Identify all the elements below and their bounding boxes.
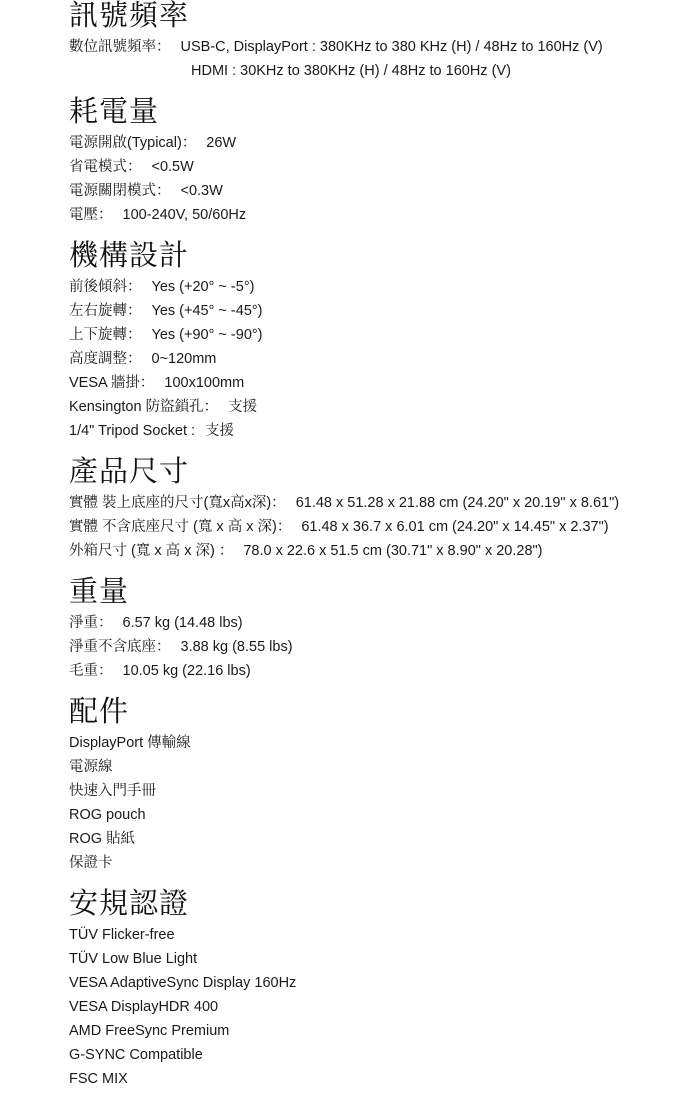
spec-label: 實體 裝上底座的尺寸(寬x高x深)：: [69, 495, 286, 511]
spec-label: 電源開啟(Typical)：: [69, 135, 197, 151]
spec-value: 支援: [205, 423, 235, 439]
spec-value: 10.05 kg (22.16 lbs): [122, 663, 251, 679]
list-item: VESA AdaptiveSync Display 160Hz: [69, 975, 297, 991]
list-item: TÜV Flicker-free: [69, 927, 175, 943]
spec-page: [69, 0, 689, 1091]
section-title-mechanical: 機構設計: [69, 238, 190, 272]
spec-row: [69, 275, 689, 299]
spec-value: 61.48 x 36.7 x 6.01 cm (24.20" x 14.45" x 2.37"): [301, 519, 609, 535]
spec-label: 1/4" Tripod Socket :: [69, 423, 196, 439]
section-certifications: [69, 886, 689, 1091]
spec-value: 0~120mm: [151, 351, 217, 367]
list-item: 保證卡: [69, 855, 113, 871]
spec-value: HDMI : 30KHz to 380KHz (H) / 48Hz to 160Hz (V): [191, 63, 511, 79]
list-item: ROG pouch: [69, 807, 146, 823]
spec-value: <0.5W: [151, 159, 194, 175]
spec-row: [69, 419, 689, 443]
list-item: AMD FreeSync Premium: [69, 1023, 230, 1039]
spec-label: 上下旋轉：: [69, 327, 142, 343]
list-item: VESA DisplayHDR 400: [69, 999, 219, 1015]
spec-label: 數位訊號頻率：: [69, 39, 171, 55]
spec-value: <0.3W: [180, 183, 223, 199]
spec-row: [69, 203, 689, 227]
spec-row: [69, 347, 689, 371]
section-title-power: 耗電量: [69, 94, 160, 128]
section-accessories: [69, 694, 689, 875]
spec-value: Yes (+90° ~ -90°): [151, 327, 263, 343]
spec-row: [69, 179, 689, 203]
spec-value: 6.57 kg (14.48 lbs): [122, 615, 243, 631]
list-item: TÜV Low Blue Light: [69, 951, 198, 967]
section-title-accessories: 配件: [69, 694, 130, 728]
list-item: 快速入門手冊: [69, 783, 156, 799]
spec-row: [69, 515, 689, 539]
list-item: G-SYNC Compatible: [69, 1047, 203, 1063]
spec-value: Yes (+45° ~ -45°): [151, 303, 263, 319]
section-mechanical: [69, 238, 689, 443]
spec-value: 支援: [228, 399, 258, 415]
spec-value: 100-240V, 50/60Hz: [122, 207, 247, 223]
spec-row: [69, 659, 689, 683]
spec-label: 毛重：: [69, 663, 113, 679]
section-signal: [69, 0, 689, 83]
spec-label: 高度調整：: [69, 351, 142, 367]
list-item: FSC MIX: [69, 1071, 128, 1087]
spec-row: [69, 323, 689, 347]
spec-row: [69, 299, 689, 323]
spec-label: 省電模式：: [69, 159, 142, 175]
spec-row-signal-hdmi: [69, 59, 689, 83]
spec-label: 左右旋轉：: [69, 303, 142, 319]
spec-row: [69, 539, 689, 563]
spec-value: USB-C, DisplayPort : 380KHz to 380 KHz (H) / 48Hz to 160Hz (V): [180, 39, 603, 55]
section-power: [69, 94, 689, 227]
spec-value: 26W: [206, 135, 237, 151]
spec-label: Kensington 防盜鎖孔：: [69, 399, 219, 415]
spec-label: 外箱尺寸 (寬 x 高 x 深) ：: [69, 543, 234, 559]
spec-label: 電源關閉模式：: [69, 183, 171, 199]
spec-row: [69, 491, 689, 515]
spec-label: VESA 牆掛：: [69, 375, 155, 391]
spec-row: [69, 395, 689, 419]
spec-row-signal: [69, 35, 689, 59]
list-item: DisplayPort 傳輸線: [69, 735, 191, 751]
section-title-certifications: 安規認證: [69, 886, 190, 920]
section-weight: [69, 574, 689, 683]
spec-label: 淨重：: [69, 615, 113, 631]
section-title-dimensions: 產品尺寸: [69, 454, 190, 488]
list-item: 電源線: [69, 759, 113, 775]
list-item: ROG 貼紙: [69, 831, 136, 847]
spec-row: [69, 155, 689, 179]
spec-label: 實體 不含底座尺寸 (寬 x 高 x 深)：: [69, 519, 292, 535]
spec-row: [69, 635, 689, 659]
spec-value: 100x100mm: [164, 375, 245, 391]
spec-label: 電壓：: [69, 207, 113, 223]
spec-row: [69, 611, 689, 635]
spec-label: 淨重不含底座：: [69, 639, 171, 655]
spec-row: [69, 131, 689, 155]
spec-value: 3.88 kg (8.55 lbs): [180, 639, 293, 655]
spec-row: [69, 371, 689, 395]
spec-value: Yes (+20° ~ -5°): [151, 279, 255, 295]
spec-value: 78.0 x 22.6 x 51.5 cm (30.71" x 8.90" x 20.28"): [243, 543, 543, 559]
spec-value: 61.48 x 51.28 x 21.88 cm (24.20" x 20.19" x 8.61"): [295, 495, 620, 511]
spec-label: 前後傾斜：: [69, 279, 142, 295]
section-dimensions: [69, 454, 689, 563]
section-title-weight: 重量: [69, 574, 130, 608]
section-title-signal: 訊號頻率: [69, 0, 190, 32]
